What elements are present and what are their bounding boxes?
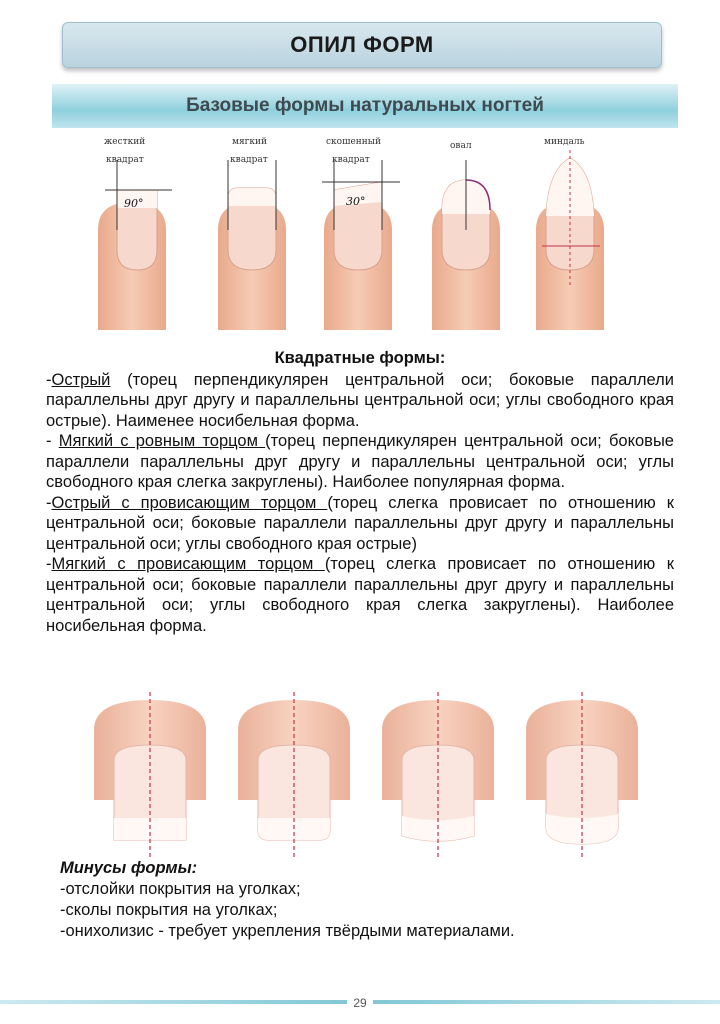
shape-name: Мягкий с ровным торцом <box>58 432 266 450</box>
shape-caption-line2: квадрат <box>332 155 370 165</box>
shape-caption-line1: мягкий <box>232 137 268 147</box>
page-number-wrap <box>0 996 720 1010</box>
angle-label: 90° <box>124 197 144 210</box>
basic-nail-shapes-illustration <box>60 130 660 340</box>
disadvantage-item: -отслойки покрытия на уголках; <box>60 880 301 898</box>
shape-caption-line2: квадрат <box>230 155 268 165</box>
nail-slanted-square <box>322 137 400 330</box>
page-number: 29 <box>347 996 372 1010</box>
square-variants-illustration <box>80 690 660 860</box>
nail-variant-soft-drooping <box>526 692 638 858</box>
shape-caption-line1: миндаль <box>544 137 585 147</box>
nail-variant-soft-straight <box>238 692 350 858</box>
shape-name: Острый <box>51 370 111 389</box>
shape-disadvantages <box>60 858 680 942</box>
nail-soft-square <box>218 137 286 330</box>
shape-caption-line1: овал <box>450 141 472 151</box>
description-item: -Острый (торец перпендикулярен центральной оси; боковые параллели параллельны друг другу и параллельны центральной оси; углы свободного края острые). Наименее носибельная форма. <box>46 370 674 430</box>
nail-variant-sharp-drooping <box>382 692 494 858</box>
page-title: ОПИЛ ФОРМ <box>62 22 662 68</box>
section-banner: Базовые формы натуральных ногтей <box>52 84 678 128</box>
nail-variant-sharp-straight <box>94 692 206 858</box>
disadvantage-item: -онихолизис - требует укрепления твёрдыми материалами. <box>60 922 515 940</box>
description-item: - Мягкий с ровным торцом (торец перпендикулярен центральной оси; боковые параллели параллельны друг другу и параллельны центральной оси; углы свободного края слегка закруглены). Наиболее популярная форма. <box>46 432 674 491</box>
square-shapes-description <box>46 348 674 636</box>
shape-caption-line1: скошенный <box>326 137 381 147</box>
shape-caption-line1: жесткий <box>104 137 146 147</box>
angle-label: 30° <box>346 195 366 208</box>
nail-almond <box>536 137 604 330</box>
section-heading: Квадратные формы: <box>274 349 446 367</box>
nail-oval <box>432 141 500 330</box>
nail-hard-square <box>98 137 172 330</box>
disadvantage-item: -сколы покрытия на уголках; <box>60 901 278 919</box>
shape-name: Острый с провисающим торцом <box>51 493 328 512</box>
disadvantages-title: Минусы формы: <box>60 859 198 877</box>
description-item: -Острый с провисающим торцом (торец слегка провисает по отношению к центральной оси; боковые параллели параллельны друг другу и параллельны центральной оси; углы свободного края острые) <box>46 493 675 553</box>
description-item: -Мягкий с провисающим торцом (торец слегка провисает по отношению к центральной оси; боковые параллели параллельны друг другу и параллельны центральной оси; углы свободного края слегка закруглены). Наиболее носибельная форма. <box>46 555 674 635</box>
shape-name: Мягкий с провисающим торцом <box>51 555 325 573</box>
shape-caption-line2: квадрат <box>106 155 144 165</box>
